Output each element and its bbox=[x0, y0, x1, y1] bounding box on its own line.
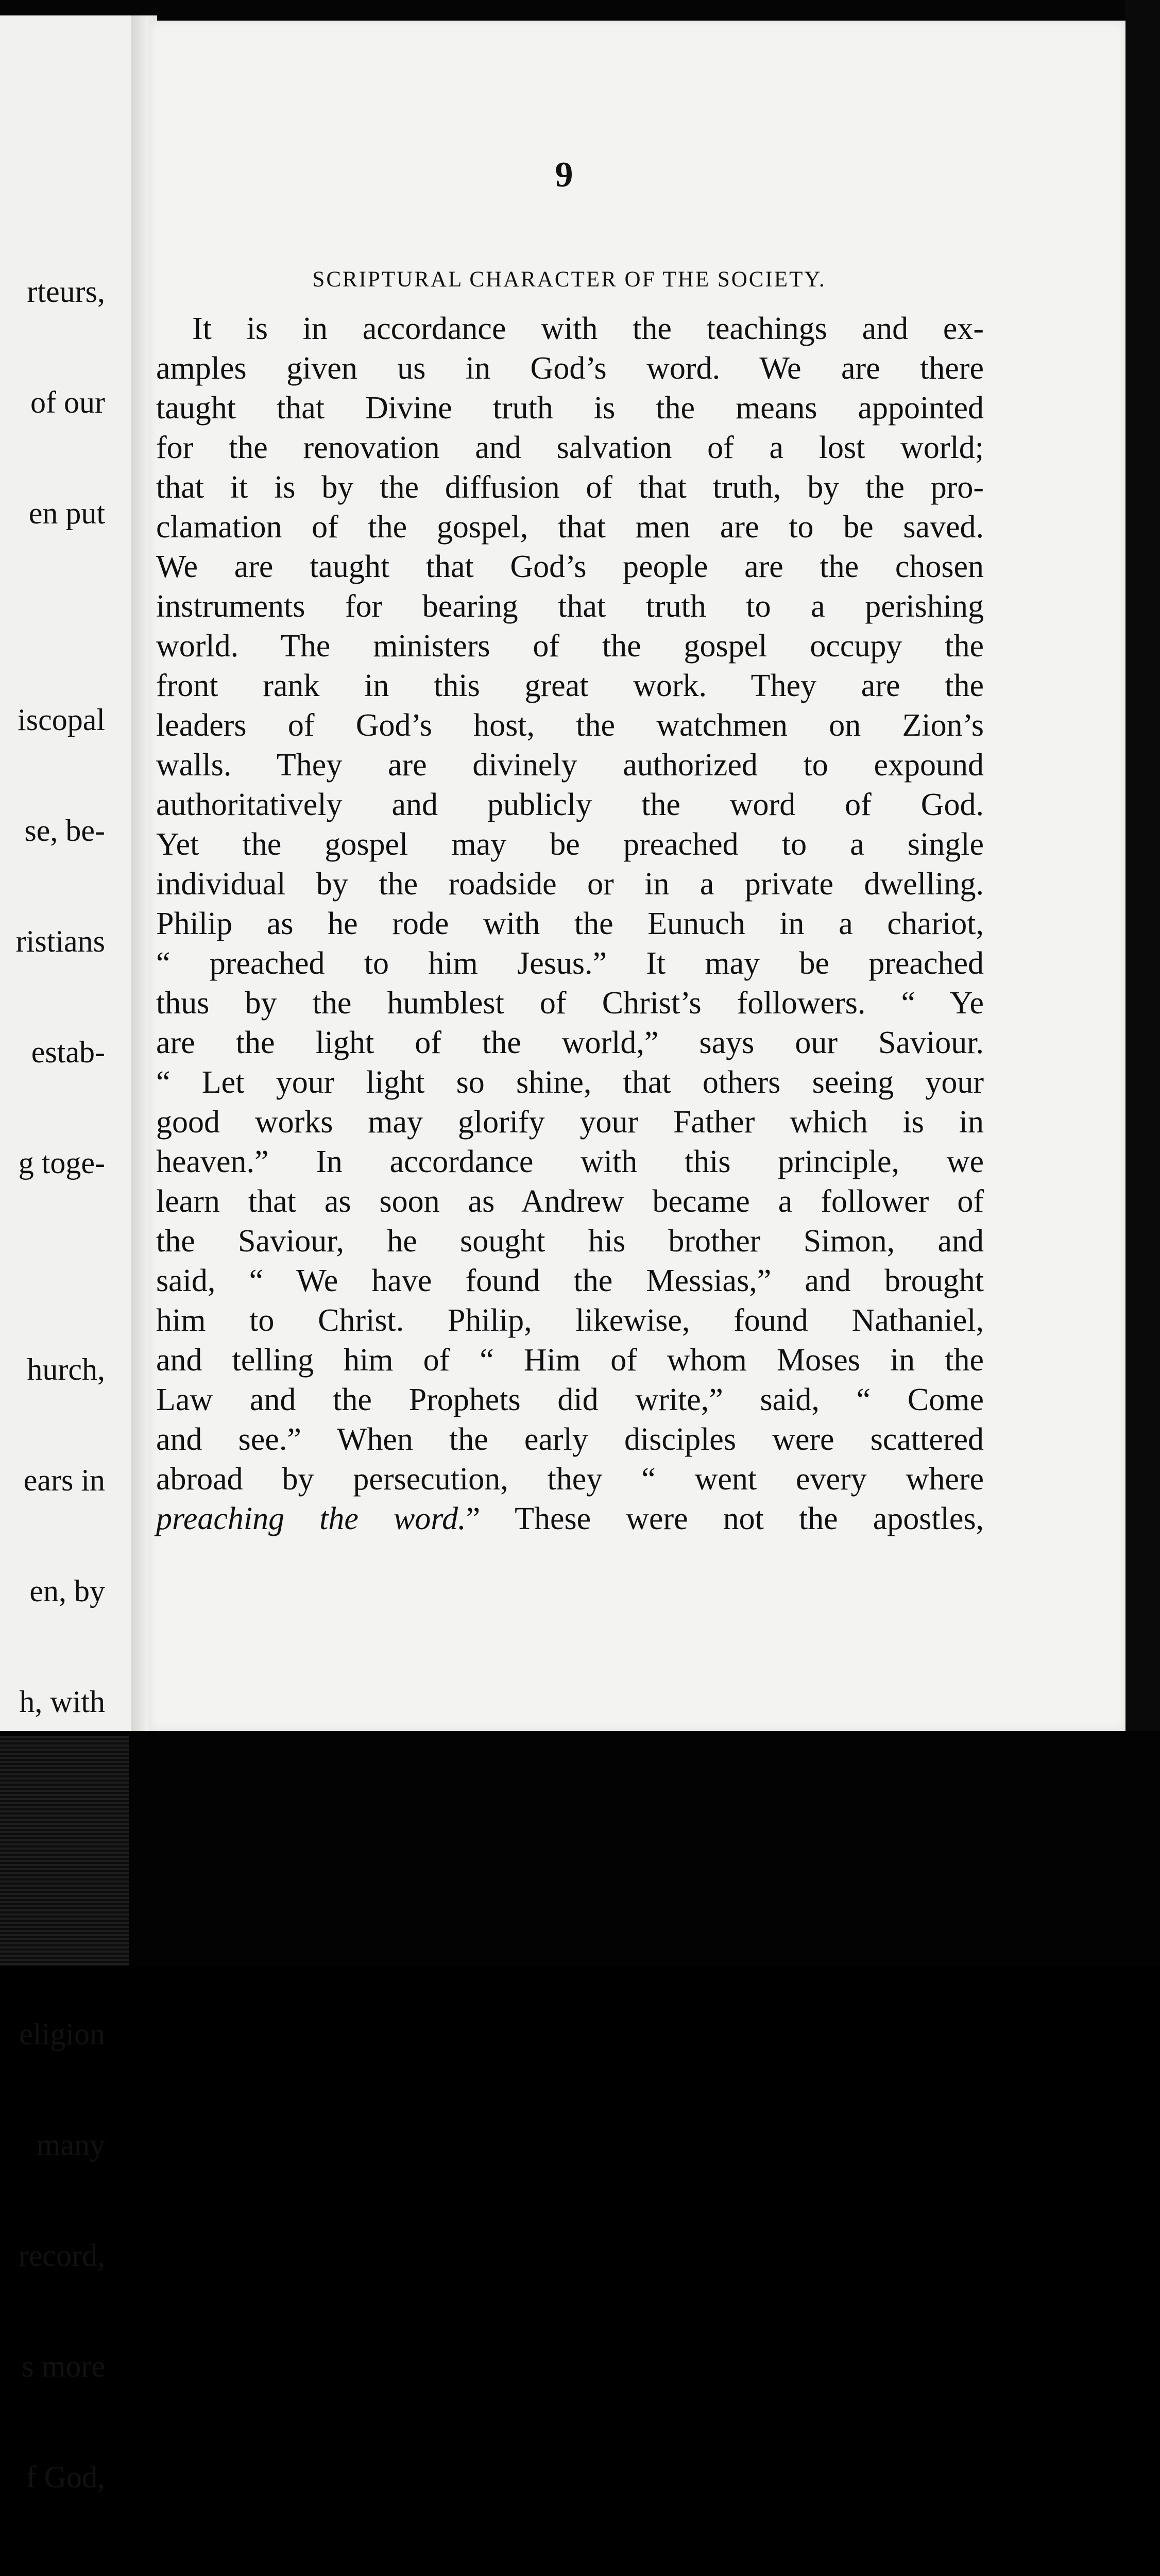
italic-phrase: preaching the word. bbox=[156, 1501, 466, 1536]
text-line: We are taught that God’s people are the chosen bbox=[156, 549, 984, 584]
text-line: and telling him of “ Him of whom Moses in the bbox=[156, 1343, 984, 1378]
line-remainder: ” These were not the apostles, bbox=[466, 1501, 984, 1536]
text-line: authoritatively and publicly the word of God. bbox=[156, 787, 984, 822]
text-line: learn that as soon as Andrew became a follower of bbox=[156, 1184, 984, 1219]
text-line: him to Christ. Philip, likewise, found Nathaniel, bbox=[156, 1303, 984, 1338]
text-line: clamation of the gospel, that men are to be saved. bbox=[156, 510, 984, 545]
paragraph-gap bbox=[11, 1254, 105, 1279]
body-paragraph bbox=[156, 309, 984, 1539]
section-heading: SCRIPTURAL CHARACTER OF THE SOCIETY. bbox=[312, 267, 826, 292]
facing-line: h, with bbox=[19, 1685, 105, 1719]
text-line: heaven.” In accordance with this principle, we bbox=[156, 1144, 984, 1179]
facing-line: g toge- bbox=[18, 1146, 105, 1180]
text-line: for the renovation and salvation of a lost world; bbox=[156, 430, 984, 465]
facing-line: hurch, bbox=[27, 1352, 105, 1386]
scan-bottom-border bbox=[0, 1731, 1160, 1966]
facing-line: se, be- bbox=[24, 814, 105, 848]
text-line: Law and the Prophets did write,” said, “ Come bbox=[156, 1382, 984, 1417]
facing-line: eligion bbox=[19, 2017, 105, 2051]
text-line: walls. They are divinely authorized to expound bbox=[156, 748, 984, 783]
scan-bottom-fragment bbox=[0, 1736, 129, 1966]
paragraph-gap bbox=[11, 604, 105, 629]
text-line: said, “ We have found the Messias,” and brought bbox=[156, 1263, 984, 1298]
text-line: good works may glorify your Father which is in bbox=[156, 1105, 984, 1140]
text-line: leaders of God’s host, the watchmen on Zion’s bbox=[156, 708, 984, 743]
facing-line: ristians bbox=[15, 924, 105, 958]
paragraph-gap bbox=[11, 2568, 105, 2576]
page-number: 9 bbox=[555, 155, 573, 195]
scan-right-border bbox=[1125, 0, 1160, 1966]
text-line: Philip as he rode with the Eunuch in a chariot, bbox=[156, 906, 984, 941]
facing-line: s more bbox=[22, 2349, 105, 2383]
facing-line: iscopal bbox=[18, 703, 105, 737]
text-line: front rank in this great work. They are the bbox=[156, 668, 984, 703]
facing-line: record, bbox=[18, 2239, 105, 2273]
text-line: thus by the humblest of Christ’s followers. “ Ye bbox=[156, 986, 984, 1021]
facing-line: ears in bbox=[23, 1463, 105, 1497]
text-line: world. The ministers of the gospel occupy the bbox=[156, 629, 984, 664]
text-line: “ Let your light so shine, that others seeing your bbox=[156, 1065, 984, 1100]
text-line: abroad by persecution, they “ went every where bbox=[156, 1462, 984, 1497]
text-line: It is in accordance with the teachings and ex- bbox=[192, 311, 984, 346]
text-line: that it is by the diffusion of that truth, by the pro- bbox=[156, 470, 984, 505]
facing-line: en, by bbox=[29, 1574, 105, 1608]
text-line: taught that Divine truth is the means appointed bbox=[156, 391, 984, 426]
facing-line: f God, bbox=[26, 2460, 105, 2494]
text-line: and see.” When the early disciples were scattered bbox=[156, 1422, 984, 1457]
facing-line: of our bbox=[30, 385, 105, 419]
facing-page-text bbox=[11, 201, 105, 2576]
text-line: individual by the roadside or in a private dwelling. bbox=[156, 867, 984, 902]
facing-line: many bbox=[36, 2128, 105, 2162]
text-line: Yet the gospel may be preached to a single bbox=[156, 827, 984, 862]
facing-line: rteurs, bbox=[27, 275, 105, 309]
facing-line: en put bbox=[28, 496, 105, 530]
text-line: “ preached to him Jesus.” It may be preached bbox=[156, 946, 984, 981]
text-line: instruments for bearing that truth to a perishing bbox=[156, 589, 984, 624]
facing-line: estab- bbox=[31, 1035, 105, 1069]
text-line: the Saviour, he sought his brother Simon, and bbox=[156, 1224, 984, 1259]
text-line bbox=[156, 1499, 984, 1539]
text-line: amples given us in God’s word. We are there bbox=[156, 351, 984, 386]
text-line: are the light of the world,” says our Saviour. bbox=[156, 1025, 984, 1060]
